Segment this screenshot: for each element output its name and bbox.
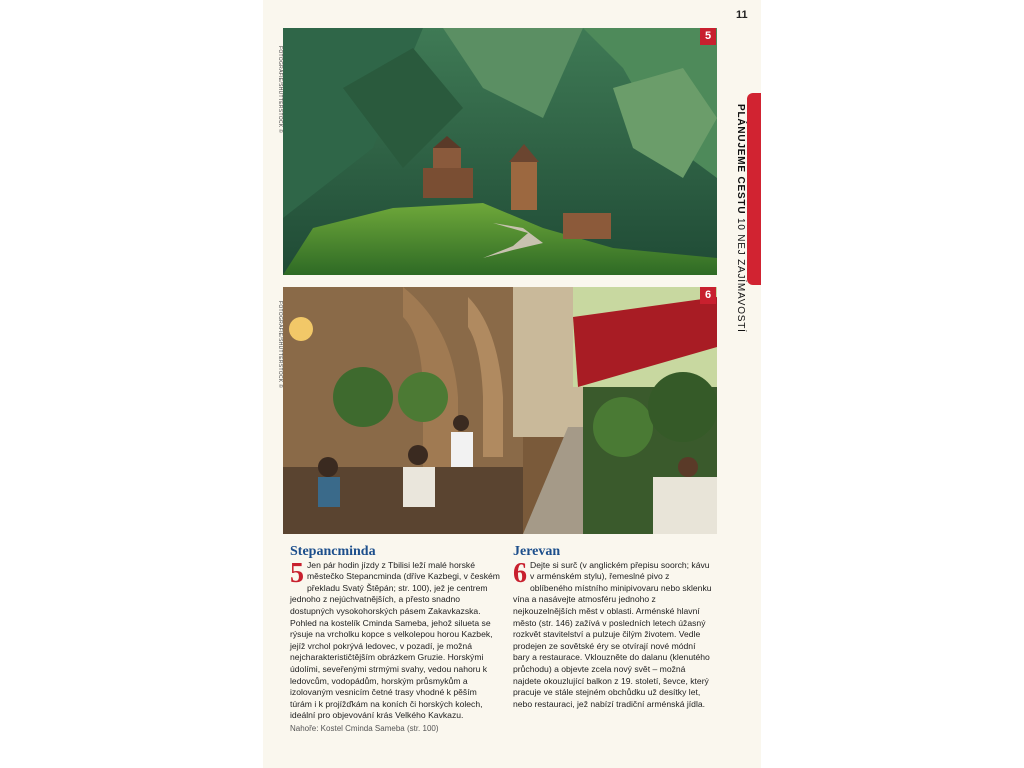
- photo-number-badge: 6: [700, 287, 716, 304]
- section-title: PLÁNUJEME CESTU: [735, 104, 746, 215]
- article-body: [290, 557, 500, 722]
- article-text: Dejte si surč (v anglickém přepisu soorch; kávu v arménském stylu), řemeslné pivo z oblíbeného místního minipivovaru nebo sklenku vína a nasávejte atmosféru jednoho z nejkouzelnějších měst v oblasti. Arménské hlavní město (str. 146) zažívá v posledních letech úžasný rozkvět stavitelství a pulzuje čilým životem. Vedle prodejen ze sovětské éry se otvírají nové módní bary a restaurace. Vklouzněte do dalanu (klenutého průchodu) a objevte zcela nový svět – možná najdete okouzlující balkon z 19. století, ševce, který pracuje ve stále stejném obchůdku už desítky let, nebo restauraci, jež nabízí tradiční arménská jídla.: [513, 559, 712, 709]
- photo-credit: FOTOGRAFIE/SHUTTERSTOCK ©: [277, 46, 283, 134]
- street-cafe-illustration: [283, 287, 717, 534]
- article-jerevan: [513, 546, 713, 710]
- photo-stepancminda: [283, 28, 717, 275]
- article-heading: Jerevan: [513, 544, 561, 559]
- article-stepancminda: [290, 546, 500, 735]
- article-number: 5: [290, 557, 304, 589]
- photo-number-badge: 5: [700, 28, 716, 45]
- article-heading: Stepancminda: [290, 544, 376, 559]
- photo-credit: FOTOGRAFIE/SHUTTERSTOCK ©: [277, 301, 283, 389]
- section-tab: [747, 93, 761, 285]
- article-number: 6: [513, 557, 527, 589]
- photo-caption: Nahoře: Kostel Cminda Sameba (str. 100): [290, 723, 439, 733]
- article-body: [513, 557, 713, 711]
- article-text: Jen pár hodin jízdy z Tbilisi leží malé horské městečko Stepancminda (dříve Kazbegi, v českém překladu Svatý Štěpán; str. 100), jež je centrem jednoho z nejúchvatnějších, a přesto snadno dostupných vysokohorských pásem Zakavkazska. Pohled na kostelík Cminda Sameba, jehož silueta se rýsuje na vrcholku kopce s velkolepou horou Kazbek, jejíž vrchol pokrývá ledovec, v pozadí, je možná nejcharakterističtějším obrázkem Gruzie. Horskými údolími, seveřenými strmými svahy, vedou nahoru k ledovcům, vodopádům, horským průsmykům a izolovaným vesnicím četné trasy vhodné k pěším túrám i k projížďkám na koních či horských kolech, ideální pro objevování krás Velkého Kavkazu.: [290, 559, 500, 721]
- page-number: 11: [736, 9, 748, 21]
- section-subtitle: 10 NEJ ZAJÍMAVOSTÍ: [735, 217, 746, 333]
- mountain-church-illustration: [283, 28, 717, 275]
- section-label: [735, 104, 746, 333]
- photo-jerevan: [283, 287, 717, 534]
